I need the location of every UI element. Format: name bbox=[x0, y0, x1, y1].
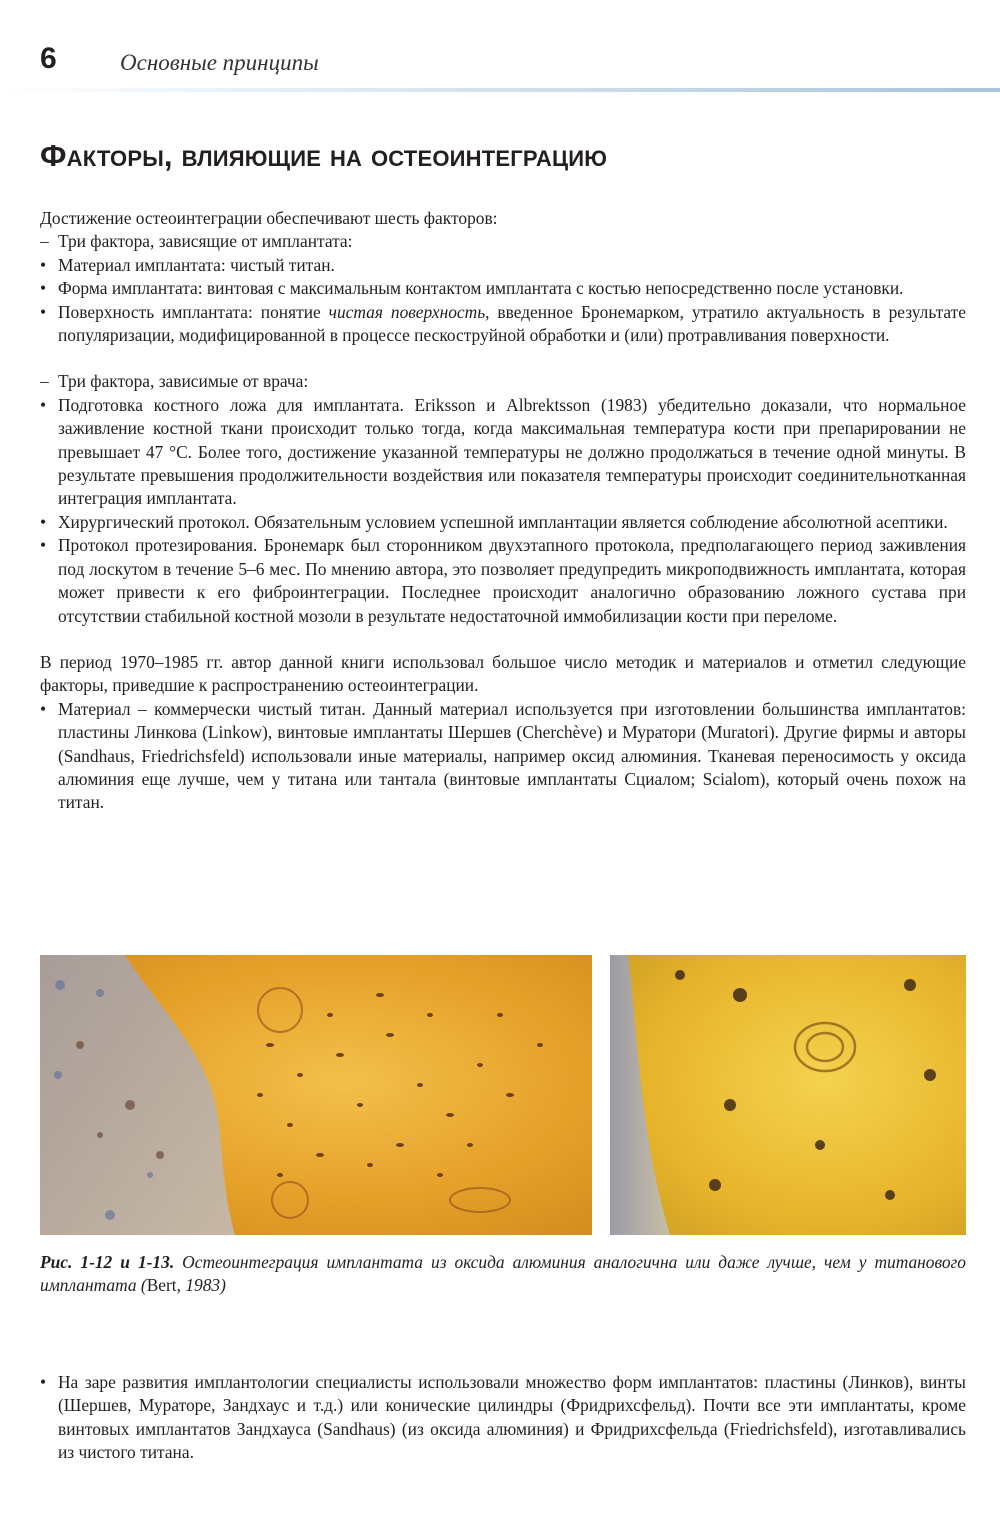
list-item: • Форма имплантата: винтовая с максимальным контактом имплантата с костью непосредственно после установки. bbox=[40, 278, 904, 299]
caption-label: Рис. 1-12 и 1-13. bbox=[40, 1252, 175, 1272]
surgical-protocol-item: Хирургический протокол. Обязательным условием успешной имплантации является соблюдение абсолютной асептики. bbox=[58, 511, 948, 532]
intro-paragraph: Достижение остеоинтеграции обеспечивают шесть факторов: bbox=[40, 208, 498, 228]
header-rule bbox=[0, 88, 1000, 92]
micrograph-left-image bbox=[40, 955, 592, 1235]
figure-1-13-micrograph bbox=[610, 955, 966, 1235]
list-item: – Три фактора, зависимые от врача: bbox=[40, 371, 309, 392]
micrograph-right-image bbox=[610, 955, 966, 1235]
list-item: • Материал – коммерчески чистый титан. Данный материал используется при изготовлении большинства имплантатов: пластины Линкова (Linkow), винтовые имплантаты Шершев (Cherchève) и Муратори (Muratori). Другие фирмы и авторы (Sandhaus, Friedrichsfeld) использовали иные материалы, например оксид алюминия. Тканевая переносимость у оксида алюминия еще лучше, чем у титана или тантала (винтовые имплантаты Сциалом; Scialom), который очень похож на титан. bbox=[40, 698, 966, 813]
implant-material-item: Материал имплантата: чистый титан. bbox=[58, 254, 335, 275]
page-title: Факторы, влияющие на остеоинтеграцию bbox=[40, 138, 608, 173]
doctor-group-heading: Три фактора, зависимые от врача: bbox=[58, 371, 309, 392]
list-item: • Протокол протезирования. Бронемарк был сторонником двухэтапного протокола, предполагающего период заживления под лоскутом в течение 5–6 мес. По мнению автора, это позволяет предупредить микроподвижность имплантата, которая может привести к его фиброинтеграции. Последнее происходит аналогично образованию ложного сустава при отсутствии стабильной костной мозоли в результате недостаточной иммобилизации кости при переломе. bbox=[40, 535, 966, 626]
material-item: Материал – коммерчески чистый титан. Данный материал используется при изготовлении большинства имплантатов: пластины Линкова (Linkow), винтовые имплантаты Шершев (Cherchève) и Муратори (Muratori). Другие фирмы и авторы (Sandhaus, Friedrichsfeld) использовали иные материалы, например оксид алюминия. Тканевая переносимость у оксида алюминия еще лучше, чем у титана или тантала (винтовые имплантаты Сциалом; Scialom), который очень похож на титан. bbox=[58, 698, 966, 813]
implant-group-heading: Три фактора, зависящие от имплантата: bbox=[58, 231, 353, 252]
figure-caption bbox=[40, 1251, 966, 1298]
body-text-top bbox=[40, 207, 966, 815]
figure-1-12-micrograph bbox=[40, 955, 592, 1235]
period-paragraph: В период 1970–1985 гг. автор данной книги использовал большое число методик и материалов и отметил следующие факторы, приведшие к распространению остеоинтеграции. bbox=[40, 651, 966, 696]
page-header bbox=[0, 0, 1000, 92]
clean-surface-term: чистая поверхность bbox=[328, 301, 486, 322]
list-item: • Материал имплантата: чистый титан. bbox=[40, 254, 335, 275]
list-item: • Подготовка костного ложа для имплантата. Eriksson и Albrektsson (1983) убедительно доказали, что нормальное заживление костной ткани происходит только тогда, когда максимальная температура кости при препарировании не превышает 47 °С. Более того, достижение указанной температуры не должно продолжаться в течение одной минуты. В результате превышения продолжительности воздействия или показателя температуры происходит соединительнотканная интеграция имплантата. bbox=[40, 394, 966, 509]
list-item: • Хирургический протокол. Обязательным условием успешной имплантации является соблюдение абсолютной асептики. bbox=[40, 511, 948, 532]
caption-text: Остеоинтеграция имплантата из оксида алюминия аналогична или даже лучше, чем у титанового имплантата ( bbox=[40, 1252, 966, 1296]
running-section-title: Основные принципы bbox=[120, 50, 319, 75]
implant-shape-item: Форма имплантата: винтовая с максимальным контактом имплантата с костью непосредственно после установки. bbox=[58, 278, 904, 299]
list-item: – Три фактора, зависящие от имплантата: bbox=[40, 231, 353, 252]
caption-text-end: , 1983) bbox=[176, 1275, 226, 1296]
caption-reference: Bert bbox=[146, 1275, 177, 1296]
body-text-bottom bbox=[40, 1371, 966, 1465]
implant-forms-item: На заре развития имплантологии специалисты использовали множество форм имплантатов: пластины (Линков), винты (Шершев, Мураторе, Зандхаус и т.д.) или конические цилиндры (Фридрихсфельд). Почти все эти имплантаты, кроме винтовых имплантатов Зандхауса (Sandhaus) (из оксида алюминия) и Фридрихсфельда (Friedrichsfeld), изготавливались из чистого титана. bbox=[58, 1372, 966, 1463]
prosthetic-protocol-item: Протокол протезирования. Бронемарк был сторонником двухэтапного протокола, предполагающего период заживления под лоскутом в течение 5–6 мес. По мнению автора, это позволяет предупредить микроподвижность имплантата, которая может привести к его фиброинтеграции. Последнее происходит аналогично образованию ложного сустава при отсутствии стабильной костной мозоли в результате недостаточной иммобилизации кости при переломе. bbox=[58, 535, 966, 626]
bone-preparation-item: Подготовка костного ложа для имплантата. Eriksson и Albrektsson (1983) убедительно доказали, что нормальное заживление костной ткани происходит только тогда, когда максимальная температура кости при препарировании не превышает 47 °С. Более того, достижение указанной температуры не должно продолжаться в течение одной минуты. В результате превышения продолжительности воздействия или показателя температуры происходит соединительнотканная интеграция имплантата. bbox=[58, 394, 966, 509]
list-item: • Поверхность имплантата: понятие чистая поверхность, введенное Бронемарком, утратило актуальность в результате популяризации, модифицированной в процессе пескоструйной обработки и (или) протравливания поверхности. bbox=[40, 301, 966, 346]
list-item: • На заре развития имплантологии специалисты использовали множество форм имплантатов: пластины (Линков), винты (Шершев, Мураторе, Зандхаус и т.д.) или конические цилиндры (Фридрихсфельд). Почти все эти имплантаты, кроме винтовых имплантатов Зандхауса (Sandhaus) (из оксида алюминия) и Фридрихсфельда (Friedrichsfeld), изготавливались из чистого титана. bbox=[40, 1372, 966, 1463]
implant-surface-item: Поверхность имплантата: понятие bbox=[58, 301, 329, 322]
page-number: 6 bbox=[40, 42, 57, 75]
implant-surface-item-end: , введенное Бронемарком, утратило актуальность в результате популяризации, модифицированной в процессе пескоструйной обработки и (или) протравливания поверхности. bbox=[58, 301, 966, 346]
